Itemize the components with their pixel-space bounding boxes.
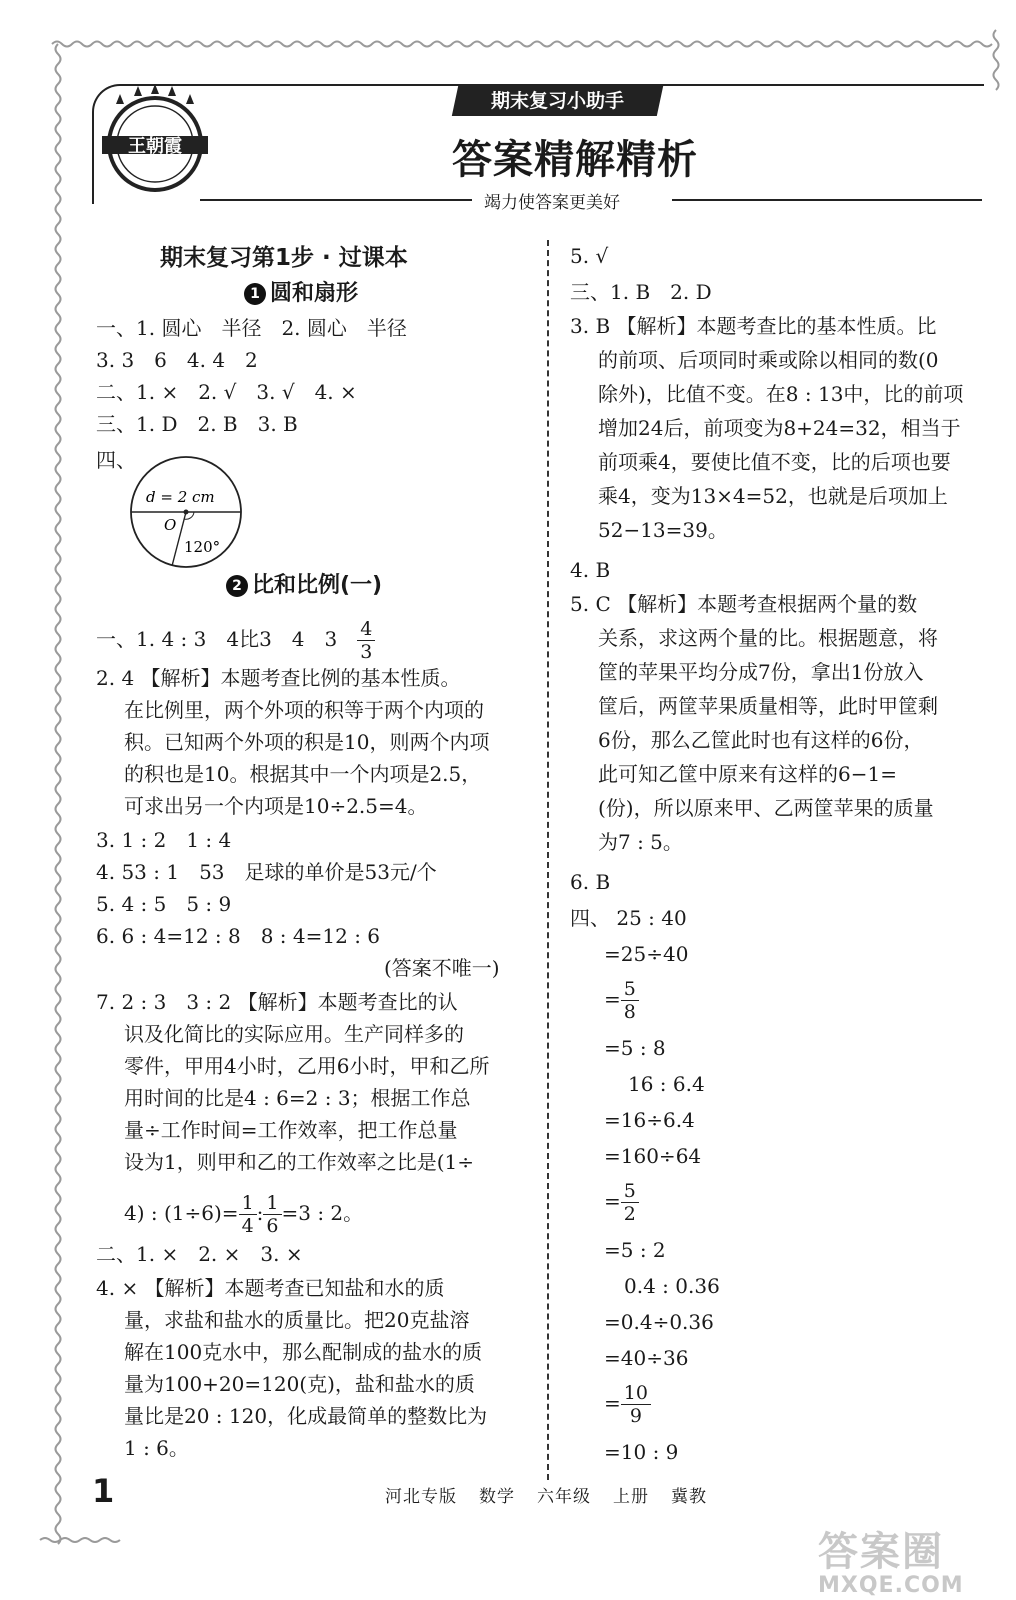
calc-step: = $\frac{5}{2}$	[604, 1180, 639, 1225]
answer-line: 量，求盐和盐水的质量比。把20克盐溶	[124, 1308, 470, 1332]
answer-line: 7. 2 : 3 3 : 2 【解析】本题考查比的认	[96, 990, 458, 1014]
answer-line: 二、1. × 2. × 3. ×	[96, 1242, 303, 1266]
answer-line: 6. B	[570, 870, 611, 894]
answer-line: 筐的苹果平均分成7份，拿出1份放入	[598, 660, 924, 684]
answer-line: 6份，那么乙筐此时也有这样的6份，	[598, 728, 924, 752]
answer-line: 3. 1 : 2 1 : 4	[96, 828, 232, 852]
calc-step: =25÷40	[604, 942, 689, 966]
answer-line: 3. 3 6 4. 4 2	[96, 348, 258, 372]
answer-line: 此可知乙筐中原来有这样的6−1=	[598, 762, 897, 786]
answer-line: 量为100+20=120(克)，盐和盐水的质	[124, 1372, 475, 1396]
fraction: $\frac{1}{4}$	[239, 1192, 257, 1237]
answer-line: (份)，所以原来甲、乙两筐苹果的质量	[598, 796, 934, 820]
answer-line: 关系，求这两个量的比。根据题意，将	[598, 626, 938, 650]
calc-step: =160÷64	[604, 1144, 702, 1168]
footer-grade: 六年级	[537, 1487, 591, 1507]
answer-line: 4. × 【解析】本题考查已知盐和水的质	[96, 1276, 445, 1300]
answer-line: 一、1. 圆心 半径 2. 圆心 半径	[96, 316, 407, 340]
section-heading-1: 1 圆和扇形	[244, 280, 358, 308]
fraction: $\frac{5}{2}$	[621, 1180, 639, 1225]
answer-line: 5. 4 : 5 5 : 9	[96, 892, 232, 916]
fraction: $\frac{1}{6}$	[263, 1192, 281, 1237]
subtitle: 竭力使答案更美好	[484, 193, 620, 213]
answer-line: 零件，甲用4小时，乙用6小时，甲和乙所	[124, 1054, 490, 1078]
answer-line: 为7 : 5。	[598, 830, 683, 854]
answer-line: 3. B 【解析】本题考查比的基本性质。比	[570, 314, 937, 338]
answer-line: 增加24后，前项变为8+24=32，相当于	[598, 416, 961, 440]
answer-line: 52−13=39。	[598, 518, 728, 542]
answer-line: 4) : (1÷6)= $\frac{1}{4}$ : $\frac{1}{6}$ =3 : 2。	[124, 1192, 364, 1237]
figure-angle-label: 120°	[184, 538, 221, 556]
answer-line: 量÷工作时间=工作效率，把工作总量	[124, 1118, 458, 1142]
fraction: $\frac{4}{3}$	[357, 618, 375, 663]
answer-line: 6. 6 : 4=12 : 8 8 : 4=12 : 6	[96, 924, 381, 948]
answer-line: 三、1. D 2. B 3. B	[96, 412, 298, 436]
answer-line: 乘4，变为13×4=52，也就是后项加上	[598, 484, 948, 508]
answer-line: 量比是20 : 120，化成最简单的整数比为	[124, 1404, 488, 1428]
fraction: $\frac{10}{9}$	[621, 1382, 651, 1427]
page-number: 1	[92, 1472, 115, 1510]
title-rule-left	[200, 199, 472, 201]
answer-line: 识及化简比的实际应用。生产同样多的	[124, 1022, 464, 1046]
answer-line: 二、1. × 2. √ 3. √ 4. ×	[96, 380, 357, 404]
section-heading-2: 2 比和比例(一)	[226, 572, 382, 600]
calc-step: = $\frac{10}{9}$	[604, 1382, 651, 1427]
answer-line: 在比例里，两个外项的积等于两个内项的	[124, 698, 484, 722]
answer-line: 5. C 【解析】本题考查根据两个量的数	[570, 592, 918, 616]
publisher-logo	[96, 86, 214, 194]
answer-line: 4. B	[570, 558, 611, 582]
answer-line: 解在100克水中，那么配制成的盐水的质	[124, 1340, 483, 1364]
footer-region: 河北专版	[385, 1487, 457, 1507]
answer-line: 一、1. 4 : 3 4比3 4 3 $\frac{4}{3}$	[96, 618, 375, 663]
calc-step: 0.4 : 0.36	[624, 1274, 720, 1298]
calc-step: =5 : 8	[604, 1036, 666, 1060]
answer-line: 可求出另一个内项是10÷2.5=4。	[124, 794, 428, 818]
answer-line: 4. 53 : 1 53 足球的单价是53元/个	[96, 860, 437, 884]
answer-line: 四、	[96, 448, 136, 472]
footer-subject: 数学	[479, 1487, 515, 1507]
header-tag: 期末复习小助手	[452, 86, 663, 116]
title-rule-right	[672, 199, 982, 201]
answer-line: 2. 4 【解析】本题考查比例的基本性质。	[96, 666, 461, 690]
footer-info	[385, 1482, 729, 1507]
answer-line: 积。已知两个外项的积是10，则两个内项	[124, 730, 490, 754]
calc-step: 16 : 6.4	[628, 1072, 705, 1096]
logo-text: 王朝霞	[128, 136, 182, 157]
answer-line: 三、1. B 2. D	[570, 280, 712, 304]
fraction: $\frac{5}{8}$	[621, 978, 639, 1023]
calc-step: =40÷36	[604, 1346, 689, 1370]
calc-step: = $\frac{5}{8}$	[604, 978, 639, 1023]
footer-edition: 冀教	[671, 1487, 707, 1507]
answer-line: 设为1，则甲和乙的工作效率之比是(1÷	[124, 1150, 475, 1174]
figure-center-label: O	[164, 516, 177, 534]
calc-step: =5 : 2	[604, 1238, 666, 1262]
answer-line: 的积也是10。根据其中一个内项是2.5，	[124, 762, 482, 786]
answer-note: (答案不唯一)	[384, 956, 500, 980]
circle-figure	[124, 456, 248, 568]
answer-line: 筐后，两筐苹果质量相等，此时甲筐剩	[598, 694, 938, 718]
footer-volume: 上册	[613, 1487, 649, 1507]
section-number-2: 2	[226, 575, 248, 597]
answer-line: 除外)，比值不变。在8 : 13中，比的前项	[598, 382, 964, 406]
section-number-1: 1	[244, 283, 266, 305]
calc-step: =10 : 9	[604, 1440, 679, 1464]
answer-line: 用时间的比是4 : 6=2 : 3；根据工作总	[124, 1086, 471, 1110]
answer-line: 1 : 6。	[124, 1436, 189, 1460]
figure-diameter-label: d = 2 cm	[146, 488, 215, 506]
answer-line: 的前项、后项同时乘或除以相同的数(0	[598, 348, 939, 372]
answer-line: 四、 25 : 40	[570, 906, 687, 930]
calc-step: =16÷6.4	[604, 1108, 695, 1132]
part-title: 期末复习第1步 · 过课本	[160, 245, 408, 271]
calc-step: =0.4÷0.36	[604, 1310, 714, 1334]
column-divider	[547, 240, 549, 1480]
answer-line: 5. √	[570, 244, 609, 268]
site-watermark: 答案圈 MXQE.COM	[818, 1529, 964, 1598]
page-title: 答案精解精析	[452, 137, 698, 183]
answer-line: 前项乘4，要使比值不变，比的后项也要	[598, 450, 951, 474]
